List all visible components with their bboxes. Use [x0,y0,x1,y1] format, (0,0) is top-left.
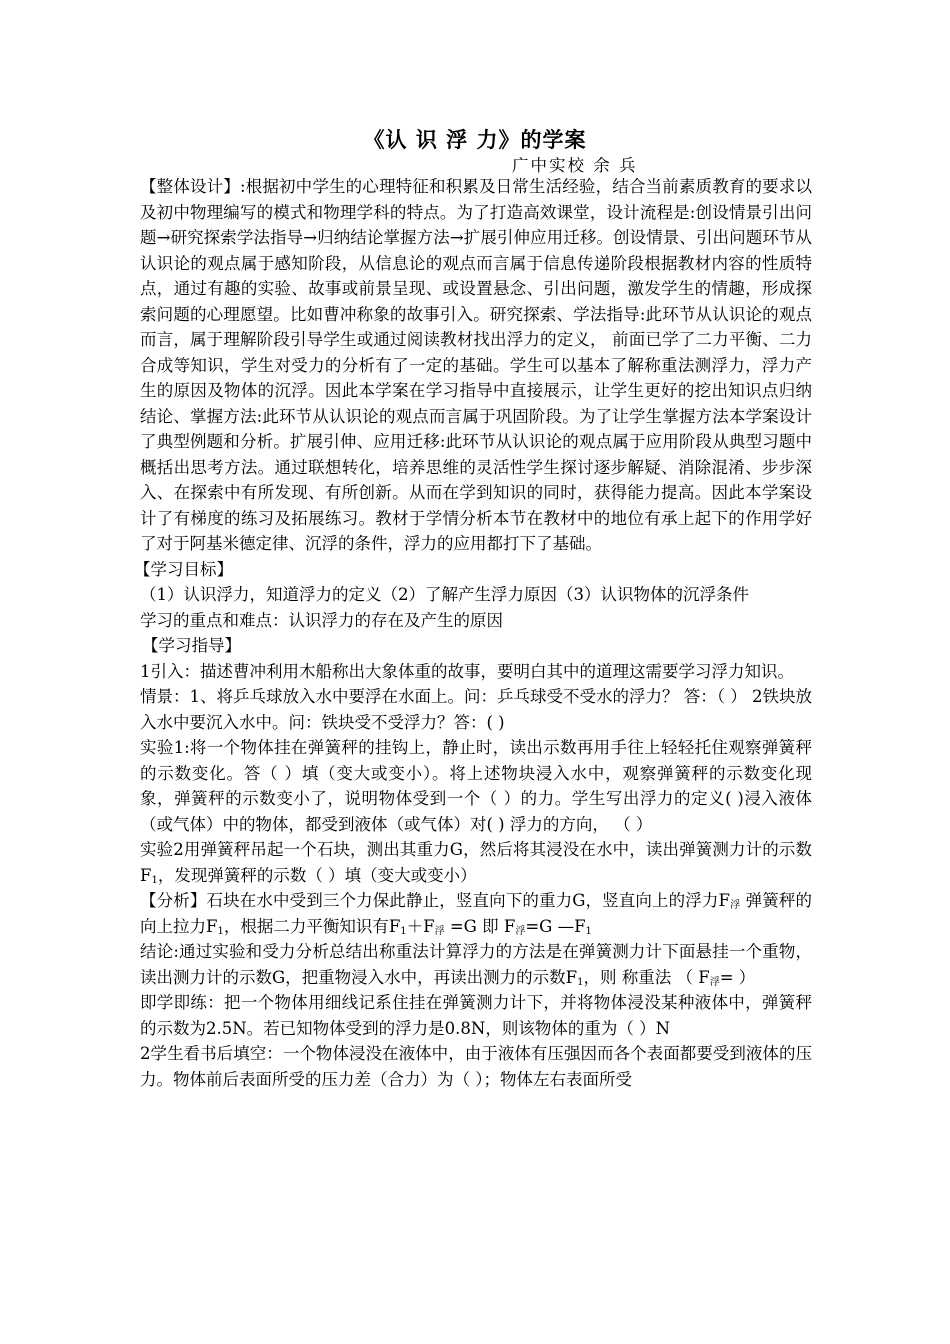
experiment-2-paragraph: 实验2用弹簧秤吊起一个石块，测出其重力G，然后将其浸没在水中，读出弹簧测力计的示数$F_1$，发现弹簧秤的示数（ ）填（变大或变小） [140,840,812,886]
key-points-text: 学习的重点和难点：认识浮力的存在及产生的原因 [140,610,503,630]
scenario-paragraph: 情景：1、将乒乓球放入水中要浮在水面上。问：乒乓球受不受水的浮力？ 答：（ ） 2铁块放入水中要沉入水中。问：铁块受不受浮力？答：( ) [140,687,812,732]
learning-guide-heading: 【学习指导】 [142,636,241,655]
overall-design-paragraph: 【整体设计】:根据初中学生的心理特征和积累及日常生活经验，结合当前素质教育的要求以及初中物理编写的模式和物理学科的特点。为了打造高效课堂，设计流程是:创设情景引出问题→研究探索学法指导→归纳结论掌握方法→扩展引伸应用迁移。创设情景、引出问题环节从认识论的观点属于感知阶段，从信息论的观点而言属于信息传递阶段根据教材内容的性质特点，通过有趣的实验、故事或前景呈现、或设置悬念、引出问题，激发学生的情趣，形成探索问题的心理愿望。比如曹冲称象的故事引入。研究探索、学法指导:此环节从认识论的观点而言，属于理解阶段引导学生或通过阅读教材找出浮力的定义， 前面已学了二力平衡、二力合成等知识，学生对受力的分析有了一定的基础。学生可以基本了解称重法测浮力，浮力产生的原因及物体的沉浮。因此本学案在学习指导中直接展示，让学生更好的挖出知识点归纳结论、掌握方法:此环节从认识论的观点而言属于巩固阶段。为了让学生掌握方法本学案设计了典型例题和分析。扩展引伸、应用迁移:此环节从认识论的观点属于应用阶段从典型习题中概括出思考方法。通过联想转化，培养思维的灵活性学生探讨逐步解疑、消除混淆、步步深入、在探索中有所发现、有所创新。从而在学到知识的同时，获得能力提高。因此本学案设计了有梯度的练习及拓展练习。教材于学情分析本节在教材中的地位有承上起下的作用学好了对于阿基米德定律、沉浮的条件，浮力的应用都打下了基础。 [140,177,812,553]
practice-paragraph: 即学即练：把一个物体用细线记系住挂在弹簧测力计下，并将物体浸没某种液体中，弹簧秤的示数为2.5N。若已知物体受到的浮力是0.8N，则该物体的重为（ ）N [140,993,812,1038]
learning-goals-text: （1）认识浮力，知道浮力的定义（2）了解产生浮力原因（3）认识物体的沉浮条件 [140,585,749,604]
document-title: 《认 识 浮 力》的学案 [363,128,587,152]
intro-paragraph: 1引入：描述曹冲利用木船称出大象体重的故事，要明白其中的道理这需要学习浮力知识。 [140,661,794,681]
conclusion-paragraph: 结论:通过实验和受力分析总结出称重法计算浮力的方法是在弹簧测力计下面悬挂一个重物，读出测力计的示数G，把重物浸入水中，再读出测力的示数$F_1$，则 称重法 （ $F_浮=$ ） [140,942,812,988]
reading-paragraph: 2学生看书后填空：一个物体浸没在液体中，由于液体有压强因而各个表面都要受到液体的压力。物体前后表面所受的压力差（合力）为（ ）；物体左右表面所受 [140,1044,812,1089]
analysis-paragraph: 【分析】石块在水中受到三个力保此静止，竖直向下的重力G，竖直向上的浮力$F_浮$ 弹簧秤的向上拉力$F_1$，根据二力平衡知识有$F_1+F_浮 =G$ 即 $F_浮=G$ $—F_1$ [140,891,812,937]
document-author: 广中实校 余 兵 [512,156,638,175]
document-body [134,174,812,1092]
learning-goals-heading: 【学习目标】 [134,559,233,579]
experiment-1-paragraph: 实验1:将一个物体挂在弹簧秤的挂钩上，静止时，读出示数再用手往上轻轻托住观察弹簧秤的示数变化。答（ ）填（变大或变小）。将上述物块浸入水中，观察弹簧秤的示数变化现象，弹簧秤的示数变小了，说明物体受到一个（ ）的力。学生写出浮力的定义( )浸入液体（或气体）中的物体，都受到液体（或气体）对( ) 浮力的方向， （ ） [140,738,812,834]
